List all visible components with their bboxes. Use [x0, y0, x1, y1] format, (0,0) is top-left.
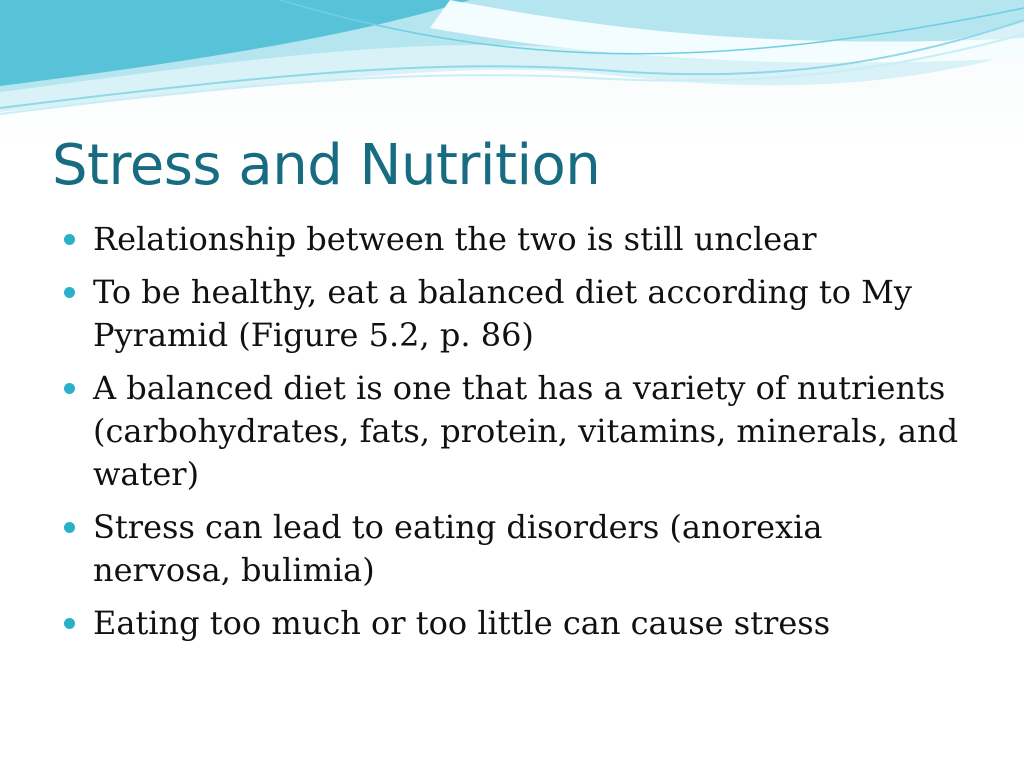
bullet-text: Eating too much or too little can cause stress [93, 604, 831, 642]
bullet-dot-icon [64, 383, 75, 394]
bullet-text: Relationship between the two is still unclear [93, 220, 817, 258]
bullet-item [60, 218, 960, 261]
bullet-dot-icon [64, 618, 75, 629]
bullet-list [60, 218, 960, 655]
bullet-dot-icon [64, 522, 75, 533]
bullet-text: Stress can lead to eating disorders (anorexia nervosa, bulimia) [93, 508, 823, 589]
bullet-dot-icon [64, 287, 75, 298]
bullet-dot-icon [64, 234, 75, 245]
slide-title: Stress and Nutrition [52, 133, 601, 198]
bullet-item [60, 602, 960, 645]
wave-decoration [0, 0, 1024, 130]
bullet-item [60, 367, 960, 496]
bullet-text: To be healthy, eat a balanced diet according to My Pyramid (Figure 5.2, p. 86) [93, 273, 912, 354]
bullet-item [60, 506, 960, 592]
bullet-item [60, 271, 960, 357]
bullet-text: A balanced diet is one that has a variety of nutrients (carbohydrates, fats, protein, vitamins, minerals, and water) [93, 369, 959, 493]
